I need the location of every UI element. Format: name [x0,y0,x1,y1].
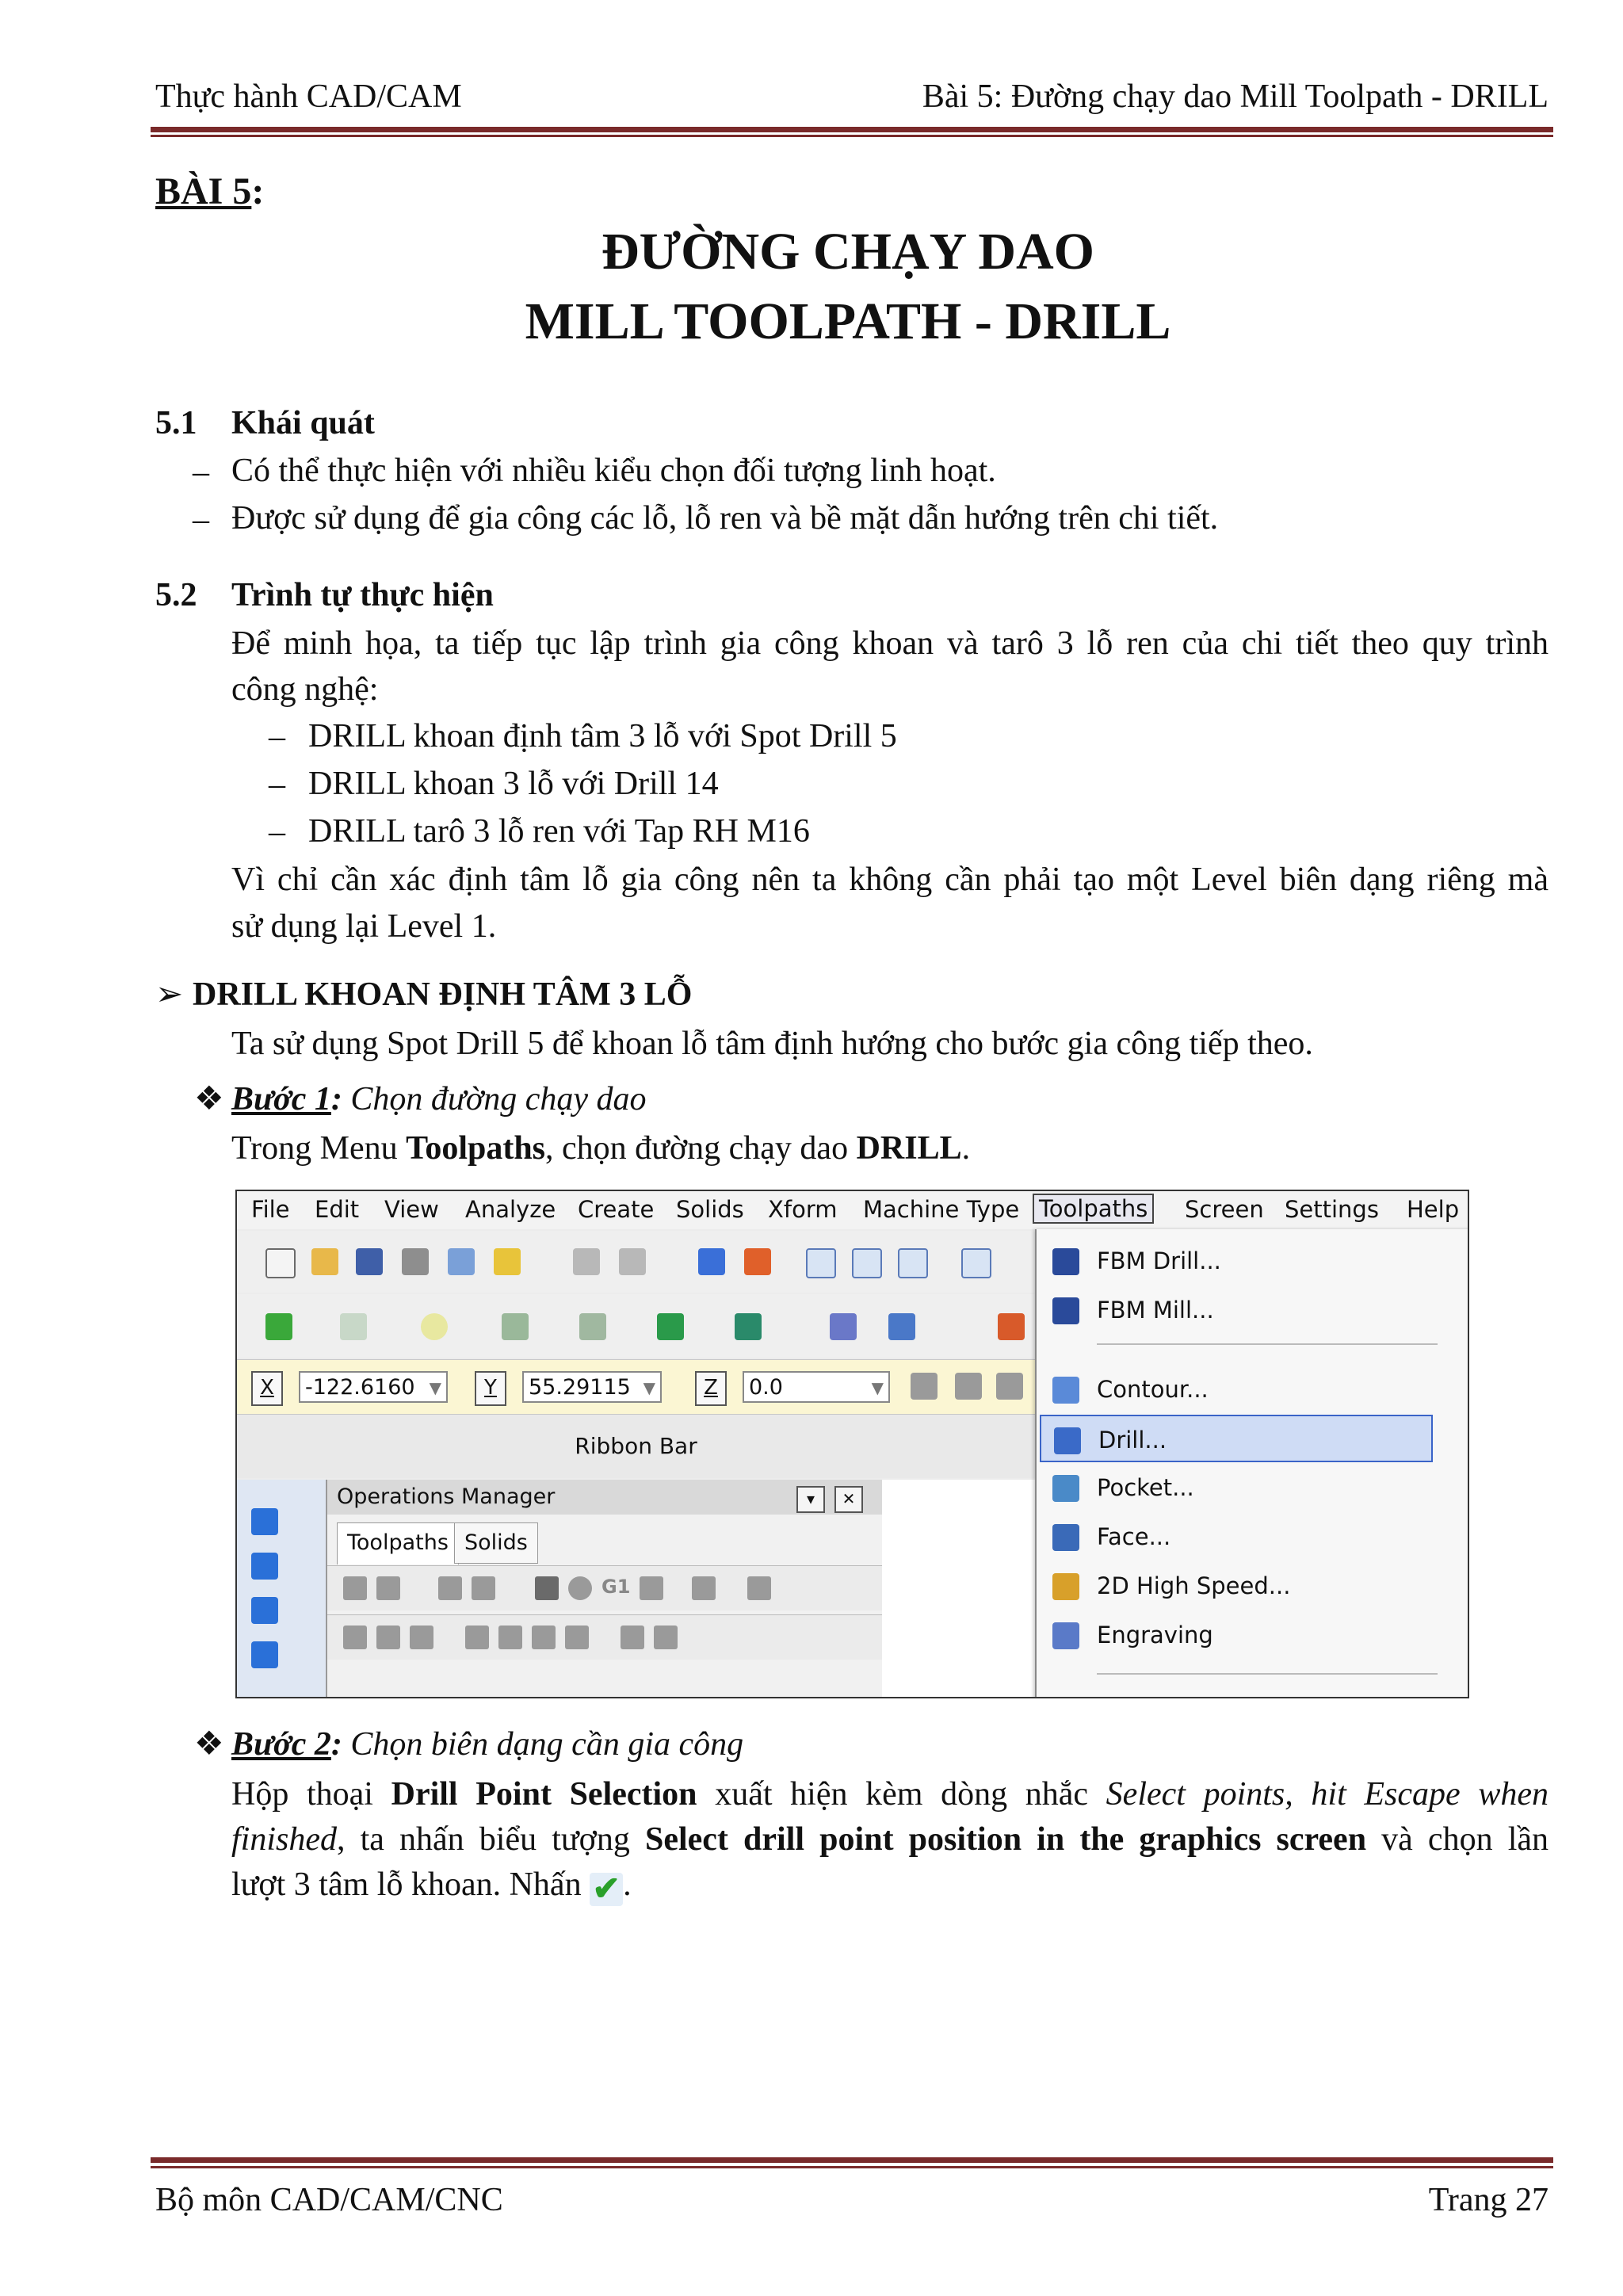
bullet-dash: – [269,719,285,755]
chevron-down-icon[interactable]: ▼ [643,1378,655,1397]
settings-icon[interactable] [996,1373,1023,1400]
z-coordinate-field[interactable]: 0.0 ▼ [743,1371,890,1403]
step1-heading: Bước 1: Chọn đường chạy dao [231,1081,647,1117]
redo-icon[interactable] [619,1248,646,1275]
toggle-display-icon[interactable] [376,1626,400,1649]
z-lock-button[interactable]: Z [695,1371,727,1406]
bullet-text: Có thể thực hiện với nhiều kiểu chọn đối tượng linh hoạt. [231,453,996,489]
chevron-down-icon[interactable]: ▼ [429,1378,441,1397]
open-folder-icon[interactable] [311,1248,338,1275]
menu-help[interactable]: Help [1407,1196,1460,1223]
menu-item-fbm-mill[interactable]: FBM Mill... [1037,1286,1425,1334]
print-preview-icon[interactable] [448,1248,475,1275]
fillet-icon[interactable] [502,1313,529,1340]
section-title: Khái quát [231,405,375,441]
menu-file[interactable]: File [251,1196,290,1223]
wave-icon[interactable] [621,1626,644,1649]
move-down-icon[interactable] [465,1626,489,1649]
panel-minimize-button[interactable]: ▾ [796,1486,825,1513]
diamond-bullet-icon: ❖ [194,1726,224,1763]
pocket-icon [1052,1475,1079,1502]
step1-description: Trong Menu Toolpaths, chọn đường chạy dao DRILL. [231,1130,971,1167]
chevron-down-icon[interactable]: ▼ [871,1378,884,1397]
regenerate-dirty-icon[interactable] [472,1576,495,1600]
post-icon[interactable] [640,1576,663,1600]
menu-separator [1097,1673,1438,1675]
contour-icon [1052,1377,1079,1404]
paragraph-line: công nghệ: [231,671,379,708]
bullet-text: DRILL khoan 3 lỗ với Drill 14 [308,766,719,802]
fbm-drill-icon [1052,1248,1079,1275]
x-coordinate-field[interactable]: -122.6160 ▼ [299,1371,448,1403]
step2-line1: Hộp thoại Drill Point Selection xuất hiện kèm dòng nhắc Select points, hit Escape when [231,1776,1549,1813]
rotate-icon[interactable] [251,1553,278,1580]
fast-point-icon[interactable] [911,1373,938,1400]
verify-icon[interactable] [568,1576,592,1600]
scroll-icon[interactable] [565,1626,589,1649]
panel-close-button[interactable]: ✕ [834,1486,863,1513]
bullet-text: Được sử dụng để gia công các lỗ, lỗ ren và bề mặt dẫn hướng trên chi tiết. [231,500,1219,537]
print-icon[interactable] [402,1248,429,1275]
menu-machine-type[interactable]: Machine Type [863,1196,1020,1223]
highfeed-icon[interactable] [692,1576,716,1600]
bullet-dash: – [193,502,209,538]
footer-left: Bộ môn CAD/CAM/CNC [155,2182,503,2218]
engraving-icon [1052,1622,1079,1649]
analyze-icon[interactable] [888,1313,915,1340]
post-g1-label[interactable]: G1 [601,1576,631,1598]
select-dirty-icon[interactable] [376,1576,400,1600]
menu-create[interactable]: Create [578,1196,655,1223]
tab-solids[interactable]: Solids [454,1522,538,1564]
backplot-icon[interactable] [535,1576,559,1600]
paragraph-line: Để minh họa, ta tiếp tục lập trình gia công khoan và tarô 3 lỗ ren của chi tiết theo quy trình [231,625,1549,662]
shade-icon[interactable] [744,1248,771,1275]
y-coordinate-field[interactable]: 55.29115 ▼ [522,1371,662,1403]
menu-analyze[interactable]: Analyze [465,1196,556,1223]
trim-icon[interactable] [830,1313,857,1340]
menu-item-pocket[interactable]: Pocket... [1037,1464,1425,1511]
menu-item-drill[interactable]: Drill... [1040,1415,1433,1462]
menu-bar [237,1191,1468,1229]
y-lock-button[interactable]: Y [475,1371,506,1406]
toggle-post-icon[interactable] [410,1626,433,1649]
paragraph-line: Ta sử dụng Spot Drill 5 để khoan lỗ tâm định hướng cho bước gia công tiếp theo. [231,1026,1313,1062]
solid-icon[interactable] [735,1313,762,1340]
standard-toolbar [237,1231,1035,1293]
footer-rule [151,2157,1553,2163]
step2-heading: Bước 2: Chọn biên dạng cần gia công [231,1726,744,1763]
header-rule [151,127,1553,132]
toolpaths-dropdown-menu [1035,1229,1469,1698]
paragraph-line: Vì chỉ cần xác định tâm lỗ gia công nên ta không cần phải tạo một Level biên dạng riêng mà [231,861,1549,898]
step2-line2: finished, ta nhấn biểu tượng Select drill point position in the graphics screen và chọn lần [231,1821,1549,1858]
toolpaths-menu-screenshot [235,1190,1469,1698]
page-number: Trang 27 [1428,2182,1549,2218]
operations-toolbar-row-2 [327,1614,884,1660]
menu-view[interactable]: View [384,1196,439,1223]
bullet-text: DRILL tarô 3 lỗ ren với Tap RH M16 [308,813,810,850]
save-icon[interactable] [356,1248,383,1275]
menu-xform[interactable]: Xform [768,1196,838,1223]
rectangle-icon[interactable] [657,1313,684,1340]
side-toolbar [237,1480,326,1698]
header-right: Bài 5: Đường chạy dao Mill Toolpath - DRILL [922,78,1549,115]
header-left: Thực hành CAD/CAM [155,78,462,115]
auto-cursor-icon[interactable] [955,1373,982,1400]
lock-icon[interactable] [343,1626,367,1649]
menu-item-fbm-drill[interactable]: FBM Drill... [1037,1237,1425,1285]
lesson-title-line1: ĐƯỜNG CHẠY DAO [601,223,1095,281]
section-number: 5.1 [155,405,197,441]
arc-icon[interactable] [421,1313,448,1340]
insert-arrow-icon[interactable] [532,1626,556,1649]
menu-item-2d-high-speed[interactable]: 2D High Speed... [1037,1562,1425,1610]
new-file-icon[interactable] [265,1248,296,1278]
bullet-text: DRILL khoan định tâm 3 lỗ với Spot Drill 5 [308,718,897,755]
sketcher-toolbar [237,1294,1035,1358]
line-icon[interactable] [340,1313,367,1340]
graphics-area[interactable] [882,1480,1035,1698]
panel-title: Operations Manager [327,1480,884,1515]
curve-icon[interactable] [251,1597,278,1624]
section-title: Trình tự thực hiện [231,577,494,613]
fbm-mill-icon [1052,1297,1079,1324]
ribbon-bar: Ribbon Bar [237,1415,1035,1478]
menu-edit[interactable]: Edit [315,1196,360,1223]
menu-screen[interactable]: Screen [1185,1196,1264,1223]
high-speed-icon [1052,1573,1079,1600]
header-rule-thin [151,135,1553,137]
arrow-up-icon[interactable] [251,1508,278,1535]
expand-icon[interactable] [654,1626,678,1649]
select-all-icon[interactable] [343,1576,367,1600]
operations-toolbar-row-1 [327,1565,884,1610]
lesson-title-line2: MILL TOOLPATH - DRILL [525,292,1171,350]
menu-item-engraving[interactable]: Engraving [1037,1611,1425,1659]
regenerate-icon[interactable] [438,1576,462,1600]
clear-icon[interactable] [494,1248,521,1275]
bullet-dash: – [193,454,209,491]
arrow-bullet-icon: ➢ [155,976,184,1013]
menu-toolpaths[interactable]: Toolpaths [1033,1194,1154,1224]
extend-icon[interactable] [998,1313,1025,1340]
section-number: 5.2 [155,577,197,613]
face-icon [1052,1524,1079,1551]
x-lock-button[interactable]: X [251,1371,283,1406]
paragraph-line: sử dụng lại Level 1. [231,908,497,945]
zoom-in-icon[interactable] [898,1248,928,1278]
chamfer-icon[interactable] [579,1313,606,1340]
zoom-out-icon[interactable] [961,1248,991,1278]
point-icon[interactable] [265,1313,292,1340]
zoom-fit-icon[interactable] [852,1248,882,1278]
drill-icon [1054,1427,1081,1454]
move-up-icon[interactable] [498,1626,522,1649]
menu-item-face[interactable]: Face... [1037,1513,1425,1561]
undo-icon[interactable] [573,1248,600,1275]
menu-solids[interactable]: Solids [676,1196,744,1223]
ok-check-icon: ✔ [590,1873,623,1906]
zoom-window-icon[interactable] [806,1248,836,1278]
menu-item-contour[interactable]: Contour... [1037,1366,1425,1413]
help-icon[interactable] [747,1576,771,1600]
tab-toolpaths[interactable]: Toolpaths [337,1522,459,1564]
lesson-label: BÀI 5: [155,170,265,212]
pan-icon[interactable] [698,1248,725,1275]
operations-manager-panel [326,1480,884,1698]
bullet-dash: – [269,814,285,850]
diamond-bullet-icon: ❖ [194,1081,224,1117]
footer-rule-thin [151,2166,1553,2168]
menu-separator [1097,1343,1438,1345]
step2-line3: lượt 3 tâm lỗ khoan. Nhấn ✔. [231,1866,632,1908]
arrow-down-icon[interactable] [251,1641,278,1668]
subsection-title: DRILL KHOAN ĐỊNH TÂM 3 LỖ [193,976,693,1013]
bullet-dash: – [269,766,285,803]
menu-settings[interactable]: Settings [1285,1196,1379,1223]
